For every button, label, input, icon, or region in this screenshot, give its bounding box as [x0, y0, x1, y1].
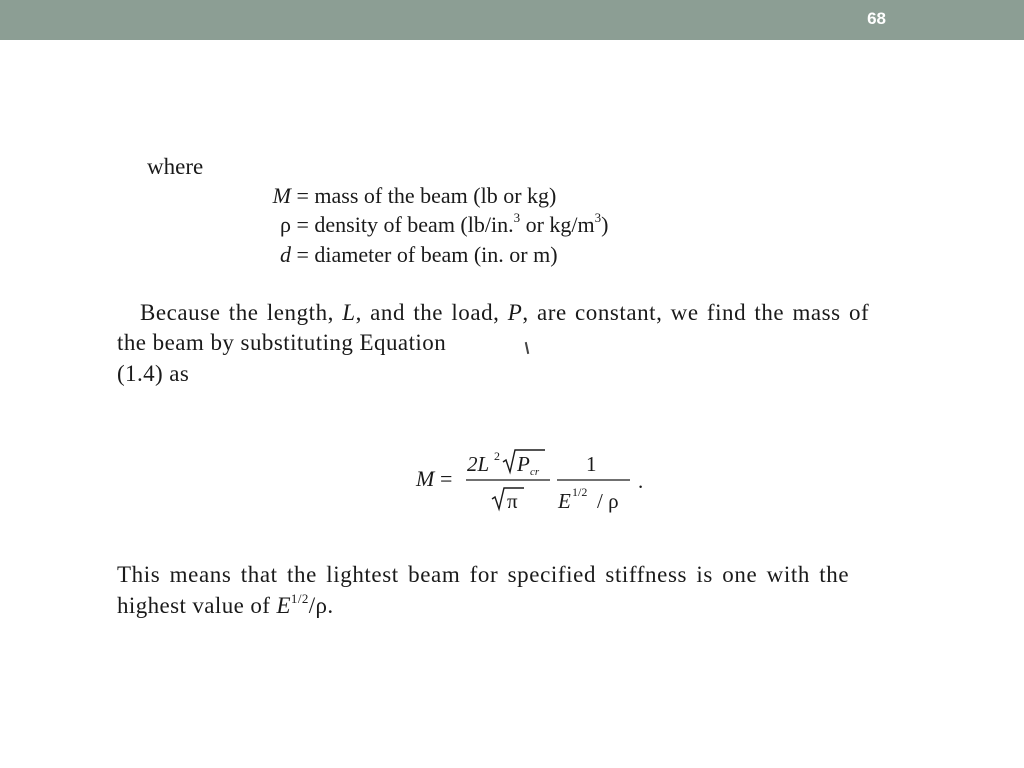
equation-subscript: cr [530, 466, 540, 478]
paragraph-line: highest value of $E^{1/2}/\rho$. [117, 591, 334, 618]
definition-diameter [263, 242, 558, 268]
paragraph-line: the beam by substituting Equation [117, 330, 447, 355]
definition-text: ) [601, 212, 609, 237]
definition-density [263, 212, 608, 238]
definition-symbol: d [280, 242, 291, 267]
superscript: 3 [513, 210, 521, 225]
equation-variable: E [558, 489, 571, 513]
equation-period: . [638, 469, 644, 493]
paragraph-line: (1.4) as [117, 361, 190, 386]
definition-mass [263, 183, 556, 209]
equation-exponent: 1/2 [572, 485, 588, 499]
equation-denominator-rest: / ρ [597, 489, 619, 513]
definition-symbol: M [272, 183, 291, 208]
equation-lhs: M [416, 466, 435, 491]
equation-numerator: 1 [586, 452, 597, 476]
equation-equals: = [440, 466, 453, 491]
equation-exponent: 2 [494, 449, 500, 463]
definition-text: = density of beam (lb/in. [291, 212, 514, 237]
definition-text: = diameter of beam (in. or m) [291, 242, 558, 267]
title-bar [0, 0, 1024, 40]
where-label: where [147, 154, 204, 179]
definition-symbol: ρ [280, 212, 291, 237]
superscript: 3 [594, 210, 602, 225]
definition-text: = mass of the beam (lb or kg) [291, 183, 557, 208]
definition-text: or kg/m [520, 212, 595, 237]
stray-mark [525, 342, 529, 354]
mass-equation [412, 448, 652, 518]
equation-pi: π [507, 489, 518, 513]
equation-variable: P [517, 452, 530, 476]
paragraph-line: Because the length, L, and the load, P, are constant, we find the mass of [140, 300, 870, 325]
slide-number: 68 [867, 9, 886, 28]
paragraph-line: This means that the lightest beam for specified stiffness is one with the [117, 562, 850, 587]
equation-coefficient: 2L [467, 452, 490, 476]
